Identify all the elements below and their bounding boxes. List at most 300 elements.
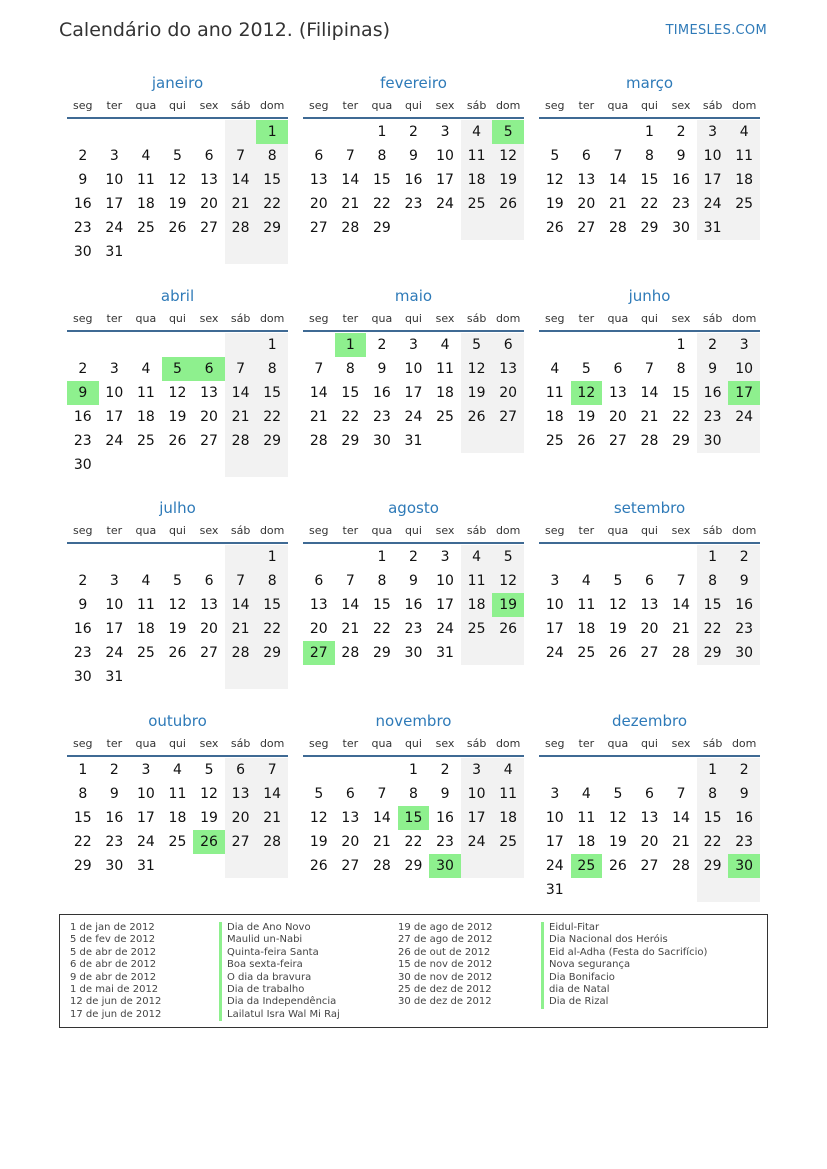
day-cell: 24 — [436, 196, 454, 212]
empty-cell — [162, 854, 194, 878]
weekday-label: dom — [731, 312, 757, 325]
day-cell: 19 — [492, 168, 524, 192]
weekday-label: qua — [371, 99, 393, 112]
empty-cell — [492, 216, 524, 240]
day-cell: 27 — [341, 858, 360, 874]
empty-cell — [571, 878, 603, 902]
day-cell: 9 — [440, 786, 450, 802]
day-cell: 20 — [309, 621, 328, 637]
empty-cell — [193, 854, 225, 878]
empty-cell — [728, 878, 760, 902]
day-cell: 18 — [577, 621, 596, 637]
legend-dates-column-2 — [398, 922, 492, 1009]
day-cell: 16 — [404, 172, 423, 188]
day-cell: 7 — [676, 786, 686, 802]
day-cell: 26 — [545, 220, 564, 236]
weekday-label: seg — [309, 312, 329, 325]
day-cell: 16 — [672, 172, 690, 188]
day-cell: 22 — [640, 196, 659, 212]
day-cell: 4 — [550, 361, 560, 377]
day-cell: 16 — [105, 810, 124, 826]
empty-cell — [335, 120, 367, 144]
empty-cell — [571, 120, 603, 144]
empty-cell — [366, 758, 398, 782]
empty-cell — [665, 758, 697, 782]
day-cell: 11 — [461, 144, 493, 168]
day-cell: 5 — [173, 148, 182, 164]
day-cell: 2 — [409, 549, 418, 565]
weekday-label: seg — [309, 737, 329, 750]
legend-item: Lailatul Isra Wal Mi Raj — [227, 1008, 340, 1020]
day-cell: 24 — [461, 830, 493, 854]
weekday-label: ter — [342, 312, 359, 325]
day-cell: 11 — [492, 782, 524, 806]
day-cell: 8 — [409, 786, 418, 802]
day-cell: 18 — [436, 385, 454, 401]
day-cell: 7 — [345, 573, 355, 589]
weekday-label: seg — [545, 737, 565, 750]
day-cell: 28 — [256, 830, 288, 854]
month-março — [539, 71, 760, 240]
day-cell: 2 — [409, 124, 418, 140]
day-cell: 22 — [372, 621, 391, 637]
day-cell: 10 — [697, 144, 729, 168]
weekday-label: qua — [135, 312, 157, 325]
empty-cell — [99, 453, 131, 477]
weekday-label: qua — [607, 737, 629, 750]
day-cell: 3 — [550, 573, 560, 589]
day-cell: 23 — [728, 830, 760, 854]
day-cell: 7 — [377, 786, 387, 802]
weekday-label: sáb — [466, 312, 487, 325]
weekday-label: qui — [168, 312, 186, 325]
day-cell: 25 — [436, 409, 454, 425]
day-cell: 27 — [492, 405, 524, 429]
day-cell: 17 — [105, 621, 124, 637]
day-cell: 2 — [697, 333, 729, 357]
empty-cell — [130, 665, 162, 689]
month-name: janeiro — [151, 74, 204, 92]
day-cell: 19 — [545, 196, 564, 212]
empty-cell — [303, 120, 335, 144]
day-cell: 2 — [78, 148, 88, 164]
day-cell: 2 — [728, 758, 760, 782]
day-cell: 28 — [608, 220, 627, 236]
day-cell: 24 — [105, 220, 124, 236]
day-cell: 29 — [256, 641, 288, 665]
empty-cell — [225, 333, 257, 357]
legend-item: 1 de mai de 2012 — [70, 984, 159, 996]
weekday-label: qua — [135, 99, 157, 112]
holiday-day-cell: 30 — [728, 854, 760, 878]
day-cell: 2 — [676, 124, 686, 140]
weekday-label: sex — [435, 737, 455, 750]
legend-item: 30 de nov de 2012 — [398, 971, 493, 983]
day-cell: 9 — [409, 148, 418, 164]
day-cell: 6 — [645, 786, 654, 802]
empty-cell — [130, 240, 162, 264]
day-cell: 21 — [608, 196, 627, 212]
weekday-label: dom — [495, 737, 521, 750]
weekday-header — [303, 96, 524, 116]
weekday-label: seg — [309, 524, 329, 537]
day-cell: 19 — [461, 381, 493, 405]
day-cell: 4 — [581, 573, 591, 589]
weekday-label: sáb — [466, 99, 487, 112]
day-cell: 15 — [640, 172, 659, 188]
day-cell: 18 — [461, 168, 493, 192]
day-cell: 17 — [545, 621, 564, 637]
day-cell: 20 — [577, 196, 596, 212]
holiday-day-cell: 17 — [728, 381, 760, 405]
day-grid — [539, 545, 760, 665]
day-cell: 4 — [728, 120, 760, 144]
weekday-label: dom — [259, 99, 285, 112]
day-cell: 9 — [728, 569, 760, 593]
day-cell: 26 — [461, 405, 493, 429]
empty-cell — [67, 120, 99, 144]
weekday-label: sáb — [230, 99, 251, 112]
day-cell: 29 — [73, 858, 92, 874]
day-cell: 15 — [256, 168, 288, 192]
day-cell: 3 — [409, 337, 418, 353]
day-cell: 29 — [341, 433, 360, 449]
day-cell: 8 — [256, 144, 288, 168]
day-cell: 22 — [672, 409, 690, 425]
month-name: outubro — [148, 712, 207, 730]
day-cell: 9 — [676, 148, 686, 164]
day-cell: 22 — [73, 834, 92, 850]
month-name: dezembro — [612, 712, 687, 730]
weekday-label: ter — [106, 524, 123, 537]
empty-cell — [256, 453, 288, 477]
weekday-label: qui — [404, 99, 422, 112]
day-cell: 30 — [73, 457, 92, 473]
day-cell: 30 — [105, 858, 124, 874]
weekday-label: ter — [106, 737, 123, 750]
day-cell: 4 — [173, 762, 182, 778]
empty-cell — [728, 216, 760, 240]
empty-cell — [665, 878, 697, 902]
weekday-header — [539, 521, 760, 541]
day-cell: 19 — [608, 621, 627, 637]
weekday-label: sáb — [702, 312, 723, 325]
empty-cell — [225, 120, 257, 144]
brand-logo[interactable]: TIMESLES.COM — [665, 23, 767, 38]
day-cell: 8 — [697, 782, 729, 806]
empty-cell — [256, 854, 288, 878]
day-cell: 29 — [256, 216, 288, 240]
day-cell: 9 — [377, 361, 387, 377]
empty-cell — [461, 854, 493, 878]
month-abril — [67, 284, 288, 477]
day-cell: 24 — [545, 858, 564, 874]
day-cell: 24 — [545, 645, 564, 661]
weekday-label: sex — [199, 99, 219, 112]
day-cell: 29 — [640, 220, 659, 236]
weekday-header — [67, 734, 288, 754]
day-cell: 4 — [141, 148, 151, 164]
empty-cell — [602, 545, 634, 569]
day-cell: 30 — [73, 244, 92, 260]
day-cell: 26 — [168, 645, 187, 661]
weekday-label: qui — [168, 99, 186, 112]
day-cell: 12 — [492, 144, 524, 168]
empty-cell — [665, 545, 697, 569]
day-cell: 30 — [372, 433, 391, 449]
weekday-label: ter — [342, 737, 359, 750]
day-cell: 29 — [404, 858, 423, 874]
day-cell: 13 — [200, 385, 218, 401]
day-cell: 7 — [345, 148, 355, 164]
weekday-label: sex — [435, 312, 455, 325]
holiday-day-cell: 9 — [67, 381, 99, 405]
weekday-label: sex — [199, 312, 219, 325]
day-cell: 4 — [492, 758, 524, 782]
weekday-label: seg — [73, 312, 93, 325]
weekday-label: ter — [578, 524, 595, 537]
holiday-day-cell: 6 — [193, 357, 225, 381]
empty-cell — [602, 878, 634, 902]
day-cell: 9 — [78, 172, 88, 188]
day-cell: 10 — [461, 782, 493, 806]
day-cell: 29 — [697, 641, 729, 665]
day-cell: 23 — [404, 621, 423, 637]
day-cell: 21 — [225, 617, 257, 641]
weekday-header — [67, 521, 288, 541]
day-cell: 6 — [345, 786, 355, 802]
day-cell: 2 — [728, 545, 760, 569]
day-cell: 10 — [436, 148, 454, 164]
day-cell: 9 — [728, 782, 760, 806]
day-cell: 5 — [204, 762, 214, 778]
weekday-label: qui — [168, 737, 186, 750]
day-cell: 27 — [200, 433, 218, 449]
day-cell: 25 — [136, 220, 155, 236]
day-cell: 16 — [728, 593, 760, 617]
empty-cell — [571, 333, 603, 357]
weekday-label: ter — [106, 312, 123, 325]
header-rule — [67, 117, 288, 119]
day-cell: 21 — [372, 834, 391, 850]
day-cell: 11 — [136, 172, 155, 188]
day-cell: 15 — [372, 172, 391, 188]
legend-item: Eid al-Adha (Festa do Sacrifício) — [549, 946, 708, 958]
day-cell: 20 — [341, 834, 360, 850]
day-cell: 13 — [200, 172, 218, 188]
day-cell: 7 — [613, 148, 623, 164]
empty-cell — [256, 240, 288, 264]
day-cell: 24 — [105, 433, 124, 449]
day-cell: 13 — [608, 385, 627, 401]
empty-cell — [539, 545, 571, 569]
day-cell: 20 — [608, 409, 627, 425]
day-cell: 14 — [608, 172, 627, 188]
day-cell: 3 — [461, 758, 493, 782]
day-cell: 25 — [136, 645, 155, 661]
day-cell: 21 — [256, 806, 288, 830]
day-cell: 20 — [225, 806, 257, 830]
day-cell: 5 — [314, 786, 324, 802]
day-cell: 29 — [256, 429, 288, 453]
holiday-legend — [59, 914, 768, 1028]
day-cell: 14 — [256, 782, 288, 806]
empty-cell — [461, 429, 493, 453]
day-cell: 21 — [341, 196, 360, 212]
empty-cell — [602, 758, 634, 782]
weekday-label: qui — [404, 524, 422, 537]
day-cell: 5 — [461, 333, 493, 357]
day-cell: 23 — [73, 645, 92, 661]
day-cell: 8 — [676, 361, 686, 377]
day-cell: 31 — [545, 882, 564, 898]
day-cell: 28 — [672, 645, 690, 661]
empty-cell — [67, 333, 99, 357]
day-cell: 30 — [728, 641, 760, 665]
day-cell: 8 — [345, 361, 355, 377]
day-cell: 28 — [225, 216, 257, 240]
day-cell: 14 — [341, 172, 360, 188]
weekday-label: qua — [607, 99, 629, 112]
month-junho — [539, 284, 760, 453]
day-cell: 15 — [73, 810, 92, 826]
empty-cell — [130, 120, 162, 144]
day-cell: 16 — [73, 621, 92, 637]
month-name: agosto — [388, 499, 439, 517]
day-cell: 15 — [672, 385, 690, 401]
weekday-label: sex — [671, 312, 691, 325]
legend-names-column-2 — [541, 922, 707, 1009]
weekday-label: ter — [106, 99, 123, 112]
day-cell: 22 — [372, 196, 391, 212]
header-rule — [67, 330, 288, 332]
day-grid — [303, 545, 524, 665]
month-fevereiro — [303, 71, 524, 240]
day-cell: 14 — [640, 385, 659, 401]
day-cell: 17 — [436, 172, 454, 188]
legend-item: 6 de abr de 2012 — [70, 959, 157, 971]
day-cell: 23 — [672, 196, 690, 212]
weekday-label: seg — [73, 524, 93, 537]
day-cell: 8 — [256, 357, 288, 381]
day-cell: 18 — [136, 409, 155, 425]
day-cell: 12 — [168, 597, 187, 613]
day-cell: 14 — [225, 168, 257, 192]
weekday-label: sáb — [702, 524, 723, 537]
legend-item: 26 de out de 2012 — [398, 946, 491, 958]
day-cell: 11 — [577, 597, 596, 613]
day-cell: 20 — [309, 196, 328, 212]
empty-cell — [130, 333, 162, 357]
legend-item: O dia da bravura — [227, 971, 312, 983]
empty-cell — [99, 545, 131, 569]
month-agosto — [303, 496, 524, 665]
day-grid — [67, 333, 288, 477]
day-cell: 20 — [640, 621, 659, 637]
empty-cell — [539, 758, 571, 782]
weekday-label: seg — [545, 524, 565, 537]
month-name: abril — [160, 287, 195, 305]
weekday-label: qua — [135, 737, 157, 750]
day-cell: 19 — [168, 196, 187, 212]
day-cell: 11 — [545, 385, 564, 401]
empty-cell — [728, 429, 760, 453]
empty-cell — [193, 665, 225, 689]
weekday-header — [67, 96, 288, 116]
weekday-label: dom — [259, 312, 285, 325]
day-cell: 10 — [105, 385, 124, 401]
day-cell: 12 — [461, 357, 493, 381]
day-cell: 31 — [136, 858, 155, 874]
empty-cell — [697, 878, 729, 902]
day-cell: 19 — [168, 621, 187, 637]
day-cell: 14 — [309, 385, 328, 401]
day-cell: 2 — [78, 361, 88, 377]
day-grid — [539, 333, 760, 453]
day-cell: 6 — [645, 573, 654, 589]
weekday-label: dom — [495, 312, 521, 325]
day-cell: 4 — [461, 120, 493, 144]
day-cell: 15 — [697, 593, 729, 617]
day-cell: 24 — [136, 834, 155, 850]
day-cell: 30 — [73, 669, 92, 685]
weekday-label: sex — [199, 737, 219, 750]
legend-item: Nova segurança — [549, 959, 631, 971]
day-cell: 13 — [341, 810, 360, 826]
day-grid — [67, 545, 288, 689]
empty-cell — [303, 758, 335, 782]
day-cell: 3 — [109, 148, 119, 164]
weekday-label: dom — [259, 524, 285, 537]
holiday-day-cell: 30 — [429, 854, 461, 878]
header-rule — [539, 755, 760, 757]
day-cell: 25 — [728, 192, 760, 216]
legend-item: Dia Bonifacio — [549, 971, 615, 983]
day-grid — [67, 120, 288, 264]
day-cell: 4 — [581, 786, 591, 802]
month-outubro — [67, 709, 288, 878]
day-cell: 10 — [545, 597, 564, 613]
weekday-label: sáb — [230, 737, 251, 750]
day-cell: 18 — [545, 409, 564, 425]
day-cell: 21 — [672, 834, 690, 850]
weekday-header — [303, 521, 524, 541]
day-cell: 6 — [204, 148, 214, 164]
holiday-day-cell: 5 — [492, 120, 524, 144]
weekday-label: qui — [404, 737, 422, 750]
day-cell: 17 — [697, 168, 729, 192]
day-cell: 29 — [672, 433, 690, 449]
day-cell: 9 — [409, 573, 418, 589]
day-cell: 14 — [672, 810, 690, 826]
legend-item: 15 de nov de 2012 — [398, 959, 493, 971]
empty-cell — [162, 333, 194, 357]
month-name: setembro — [613, 499, 686, 517]
weekday-label: seg — [73, 99, 93, 112]
day-cell: 25 — [461, 617, 493, 641]
weekday-header — [303, 734, 524, 754]
day-cell: 25 — [492, 830, 524, 854]
weekday-header — [539, 96, 760, 116]
header-rule — [539, 330, 760, 332]
day-cell: 26 — [608, 858, 627, 874]
day-cell: 3 — [440, 124, 450, 140]
legend-item: 12 de jun de 2012 — [70, 996, 162, 1008]
day-grid — [539, 120, 760, 240]
day-cell: 24 — [105, 645, 124, 661]
day-cell: 3 — [141, 762, 151, 778]
day-cell: 11 — [136, 385, 155, 401]
